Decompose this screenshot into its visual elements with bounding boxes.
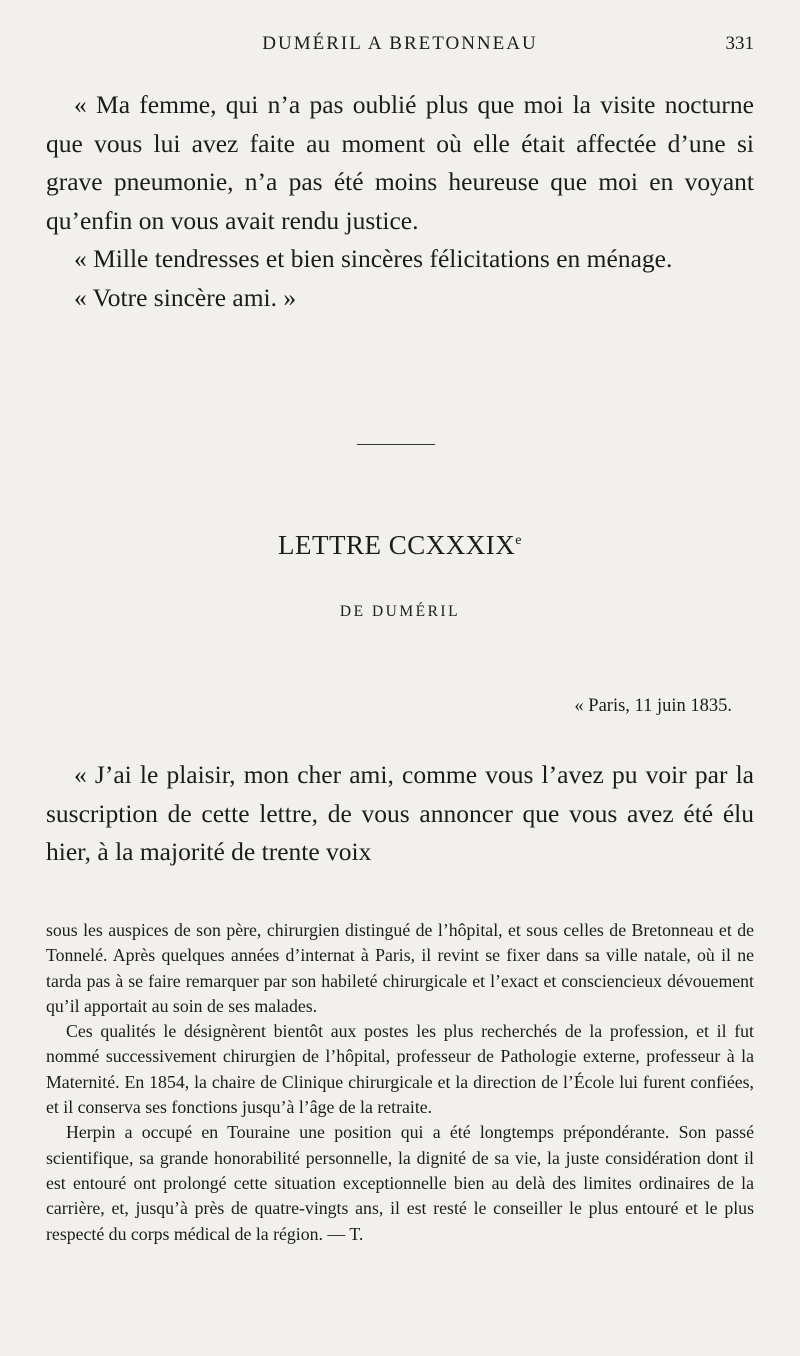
paragraph-wife: « Ma femme, qui n’a pas oublié plus que moi la visite nocturne que vous lui avez faite au moment où elle était affectée d’une si grave pneumonie, n’a pas été moins heureuse que moi en voyant qu’enfin on vous avait rendu justice.	[46, 90, 754, 235]
paragraph-opening: « J’ai le plaisir, mon cher ami, comme vous l’avez pu voir par la suscription de cette lettre, de vous annoncer que vous avez été élu hier, à la majorité de trente voix	[46, 760, 754, 866]
page-number: 331	[725, 33, 754, 54]
footnote-paragraph-3: Herpin a occupé en Touraine une position qui a été longtemps prépondérante. Son passé scientifique, sa grande honorabilité personnelle, la dignité de sa vie, la juste considération dont il est entouré ont prolongé cette situation exceptionnelle bien au delà des limites ordinaires de la carrière, et, jusqu’à près de quatre-vingts ans, il est resté le conseiller le plus entouré et le plus respecté du corps médical de la région. — T.	[46, 1122, 754, 1244]
letter-body	[46, 756, 754, 872]
letter-closing-text	[46, 86, 754, 317]
section-divider	[357, 444, 435, 445]
footnote	[46, 918, 754, 1247]
running-title: DUMÉRIL A BRETONNEAU	[262, 33, 538, 54]
running-head	[46, 33, 754, 63]
footnote-paragraph-2: Ces qualités le désignèrent bientôt aux postes les plus recherchés de la profession, et il fut nommé successivement chirurgien de l’hôpital, professeur de Pathologie externe, professeur à la Maternité. En 1854, la chaire de Clinique chirurgicale et la direction de l’École lui furent confiées, et il conserva ses fonctions jusqu’à l’âge de la retraite.	[46, 1021, 754, 1118]
letter-dateline: « Paris, 11 juin 1835.	[574, 696, 732, 716]
paragraph-signoff: « Votre sincère ami. »	[74, 282, 297, 312]
letter-author: DE DUMÉRIL	[339, 603, 461, 620]
letter-heading-text: LETTRE CCXXXIX	[278, 530, 516, 560]
paragraph-tendresses: « Mille tendresses et bien sincères félicitations en ménage.	[74, 244, 673, 273]
letter-heading	[0, 530, 800, 561]
letter-heading-superscript: e	[515, 533, 522, 548]
footnote-paragraph-1: sous les auspices de son père, chirurgien distingué de l’hôpital, et sous celles de Bretonneau et de Tonnelé. Après quelques années d’internat à Paris, il revint se fixer dans sa ville natale, où il ne tarda pas à se faire remarquer par son habileté chirurgicale et l’exact et consciencieux dévouement qu’il apportait au soin de ses malades.	[46, 920, 754, 1016]
